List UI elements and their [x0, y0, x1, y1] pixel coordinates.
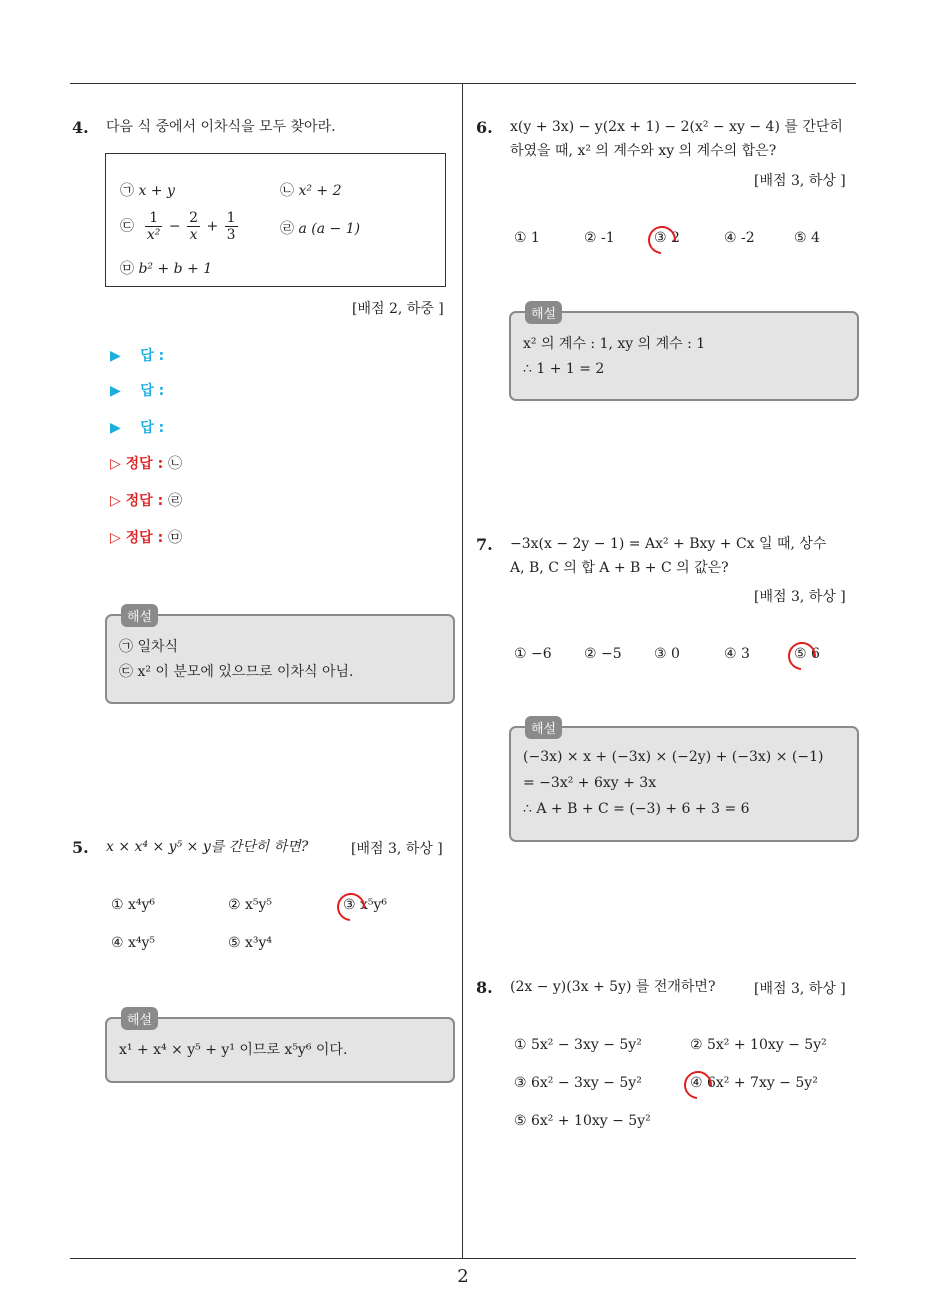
q5-option-3[interactable]: ③ x⁵y⁶ — [343, 897, 388, 913]
q8-option-4[interactable]: ④ 6x² + 7xy − 5y² — [690, 1075, 818, 1091]
q4-solution-tag: 해설 — [121, 604, 158, 627]
q7-option-1[interactable]: ① −6 — [514, 646, 552, 662]
q7-option-2[interactable]: ② −5 — [584, 646, 622, 662]
q5-option-1[interactable]: ① x⁴y⁶ — [111, 897, 156, 913]
q4-correct-row-1: ▷ 정답 : ㉡ — [110, 456, 183, 472]
q8-option-5[interactable]: ⑤ 6x² + 10xy − 5y² — [514, 1113, 651, 1129]
q8-number: 8. — [476, 978, 493, 997]
q6-number: 6. — [476, 118, 493, 137]
q8-option-3[interactable]: ③ 6x² − 3xy − 5y² — [514, 1075, 642, 1091]
q6-prompt-line-1: x(y + 3x) − y(2x + 1) − 2(x² − xy − 4) 를 간단히 — [510, 119, 843, 135]
q7-solution-line-1: (−3x) × x + (−3x) × (−2y) + (−3x) × (−1) — [523, 749, 824, 765]
q6-solution-tag: 해설 — [525, 301, 562, 324]
q5-answer-circle-mark — [331, 887, 370, 926]
q6-option-2[interactable]: ② -1 — [584, 230, 615, 246]
q4-score: [배점 2, 하중 ] — [352, 301, 444, 317]
q6-solution-box — [509, 307, 859, 401]
q7-solution-box — [509, 722, 859, 842]
q4-choice-e: ㉤ b² + b + 1 — [120, 261, 213, 277]
q6-option-3[interactable]: ③ 2 — [654, 230, 680, 246]
q7-answer-circle-mark — [782, 636, 821, 675]
q5-solution-box — [105, 1013, 455, 1083]
q5-solution-line-1: x¹ + x⁴ × y⁵ + y¹ 이므로 x⁵y⁶ 이다. — [119, 1042, 348, 1058]
q5-option-5[interactable]: ⑤ x³y⁴ — [228, 935, 273, 951]
outline-triangle-icon: ▷ — [110, 530, 121, 546]
column-divider — [462, 84, 463, 1258]
q4-choice-d: ㉣ a (a − 1) — [280, 221, 361, 237]
q4-choice-b: ㉡ x² + 2 — [280, 183, 342, 199]
q7-prompt-line-2: A, B, C 의 합 A + B + C 의 값은? — [510, 560, 729, 576]
q4-answer-row-1: ▶ 답 : — [110, 348, 165, 364]
q6-option-4[interactable]: ④ -2 — [724, 230, 755, 246]
q4-choice-c-frac1: $\frac{1}{\text{x²}}$ — [146, 210, 161, 243]
q6-score: [배점 3, 하상 ] — [754, 173, 846, 189]
q8-prompt: (2x − y)(3x + 5y) 를 전개하면? — [510, 979, 716, 995]
bottom-rule — [70, 1258, 856, 1259]
q7-solution-line-3: ∴ A + B + C = (−3) + 6 + 3 = 6 — [523, 801, 750, 817]
outline-triangle-icon: ▷ — [110, 493, 121, 509]
play-icon: ▶ — [110, 383, 121, 399]
q4-solution-box — [105, 610, 455, 704]
q8-score: [배점 3, 하상 ] — [754, 981, 846, 997]
q4-prompt: 다음 식 중에서 이차식을 모두 찾아라. — [106, 119, 336, 135]
q4-answer-row-3: ▶ 답 : — [110, 420, 165, 436]
q4-number: 4. — [72, 118, 89, 137]
q4-solution-line-2: ㉢ x² 이 분모에 있으므로 이차식 아님. — [119, 664, 354, 680]
play-icon: ▶ — [110, 348, 121, 364]
q4-choice-c-frac3: $\frac{1}{3}$ — [226, 210, 236, 243]
q5-solution-tag: 해설 — [121, 1007, 158, 1030]
q6-prompt-line-2: 하였을 때, x² 의 계수와 xy 의 계수의 합은? — [510, 143, 777, 159]
q8-option-2[interactable]: ② 5x² + 10xy − 5y² — [690, 1037, 827, 1053]
q5-option-2[interactable]: ② x⁵y⁵ — [228, 897, 273, 913]
q6-option-1[interactable]: ① 1 — [514, 230, 540, 246]
q4-choice-a: ㉠ x + y — [120, 183, 175, 199]
q4-correct-row-2: ▷ 정답 : ㉣ — [110, 493, 183, 509]
q5-score: [배점 3, 하상 ] — [351, 841, 443, 857]
q4-correct-row-3: ▷ 정답 : ㉤ — [110, 530, 183, 546]
q6-option-5[interactable]: ⑤ 4 — [794, 230, 820, 246]
q7-prompt-line-1: −3x(x − 2y − 1) = Ax² + Bxy + Cx 일 때, 상수 — [510, 536, 827, 552]
q4-answer-row-2: ▶ 답 : — [110, 383, 165, 399]
top-rule — [70, 83, 856, 84]
q6-answer-circle-mark — [642, 220, 681, 259]
q7-solution-tag: 해설 — [525, 716, 562, 739]
q8-option-1[interactable]: ① 5x² − 3xy − 5y² — [514, 1037, 642, 1053]
q6-solution-line-1: x² 의 계수 : 1, xy 의 계수 : 1 — [523, 336, 706, 352]
q7-solution-line-2: = −3x² + 6xy + 3x — [523, 775, 657, 791]
q7-option-4[interactable]: ④ 3 — [724, 646, 750, 662]
q7-option-5[interactable]: ⑤ 6 — [794, 646, 820, 662]
q4-solution-line-1: ㉠ 일차식 — [119, 639, 179, 655]
q7-number: 7. — [476, 535, 493, 554]
q7-option-3[interactable]: ③ 0 — [654, 646, 680, 662]
q4-choice-c: ㉢ $\frac{1}{\text{x²}}$ − $\frac{2}{x}$ + $\frac{1}{3}$ — [120, 210, 236, 243]
q5-number: 5. — [72, 838, 89, 857]
q5-prompt: x × x⁴ × y⁵ × y를 간단히 하면? — [106, 839, 309, 855]
q4-choice-c-frac2: $\frac{2}{x}$ — [189, 210, 198, 243]
q5-option-4[interactable]: ④ x⁴y⁵ — [111, 935, 156, 951]
page-number: 2 — [457, 1266, 469, 1287]
q4-choices-box — [105, 153, 446, 287]
q8-answer-circle-mark — [678, 1065, 717, 1104]
outline-triangle-icon: ▷ — [110, 456, 121, 472]
play-icon: ▶ — [110, 420, 121, 436]
q7-score: [배점 3, 하상 ] — [754, 589, 846, 605]
q6-solution-line-2: ∴ 1 + 1 = 2 — [523, 361, 605, 377]
